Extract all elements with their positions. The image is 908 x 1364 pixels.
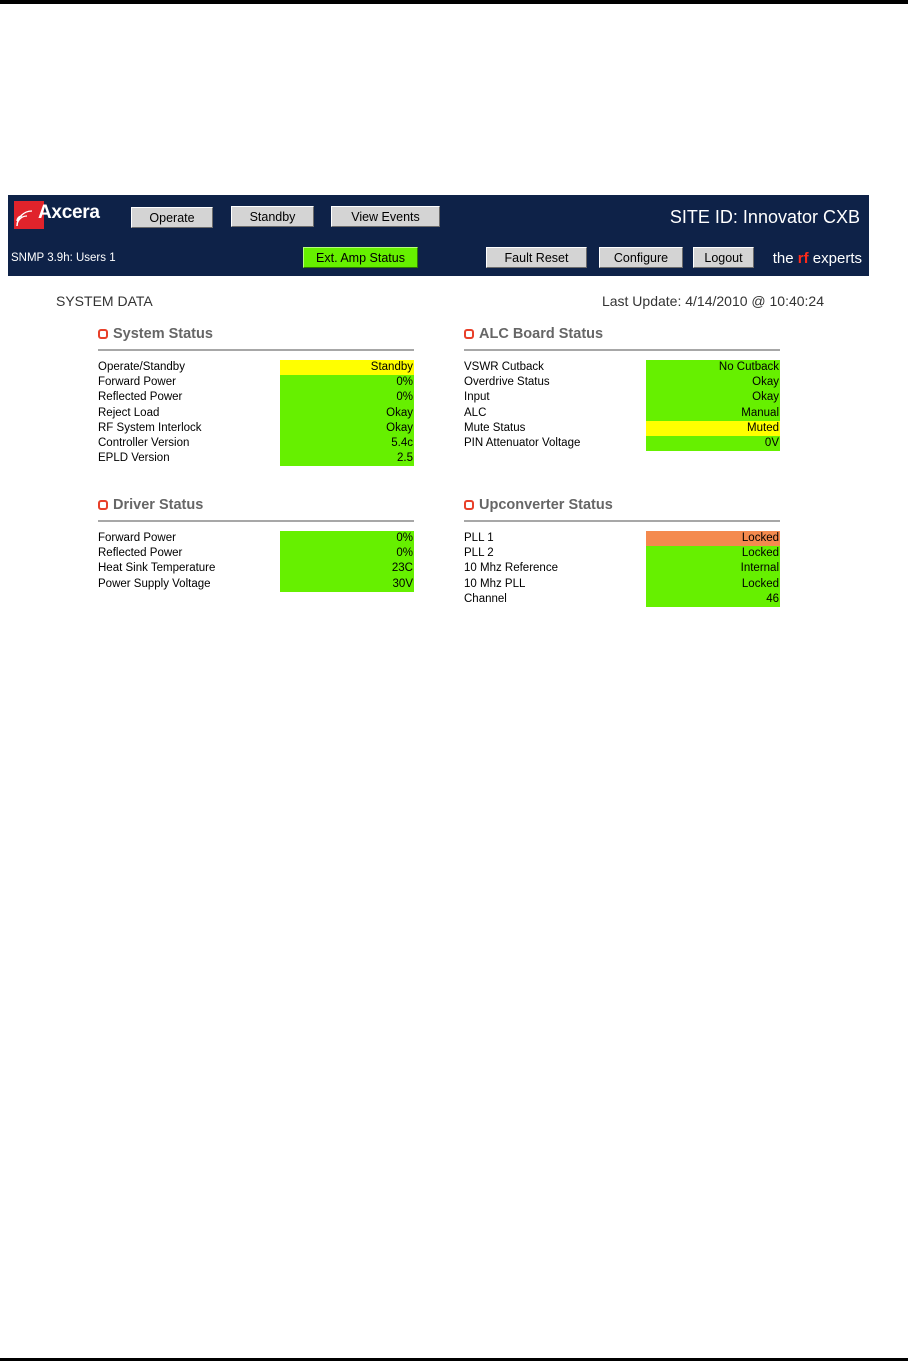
status-label: Forward Power	[98, 532, 176, 544]
logout-button[interactable]: Logout	[693, 247, 754, 268]
status-value: 5.4c	[280, 436, 414, 451]
site-id: SITE ID: Innovator CXB	[669, 207, 860, 227]
status-value: Internal	[646, 561, 780, 576]
status-label: 10 Mhz PLL	[464, 577, 526, 590]
status-value: Standby	[280, 360, 414, 375]
section-title	[98, 323, 414, 345]
status-label: Overdrive Status	[464, 376, 550, 389]
section-title-text: System Status	[113, 326, 213, 342]
section-divider	[464, 520, 780, 522]
status-row	[464, 592, 780, 607]
status-row	[464, 390, 780, 405]
section-bullet-icon	[464, 329, 474, 339]
status-label: VSWR Cutback	[464, 361, 544, 373]
status-row	[464, 546, 780, 561]
status-label: Reflected Power	[98, 391, 183, 404]
status-label: Controller Version	[98, 436, 190, 449]
status-value: 30V	[280, 577, 414, 592]
section-bullet-icon	[98, 329, 108, 339]
section-title	[464, 494, 780, 516]
section-divider	[98, 349, 414, 351]
status-label: 10 Mhz Reference	[464, 562, 558, 575]
status-label: Forward Power	[98, 376, 176, 389]
status-row	[98, 451, 414, 466]
status-row	[98, 360, 414, 375]
status-value: 0%	[280, 531, 414, 546]
status-value: Okay	[646, 390, 780, 405]
configure-button[interactable]: Configure	[599, 247, 683, 268]
status-value: Okay	[280, 421, 414, 436]
tagline-the: the	[772, 250, 794, 267]
status-label: Channel	[464, 592, 507, 605]
status-row	[464, 561, 780, 576]
status-value: 2.5	[280, 451, 414, 466]
section-title	[98, 494, 414, 516]
status-value: 0V	[646, 436, 780, 451]
section-bullet-icon	[98, 500, 108, 510]
status-value: Muted	[646, 421, 780, 436]
section-title	[464, 323, 780, 345]
logo-text: Axcera	[38, 202, 100, 223]
status-value: 46	[646, 592, 780, 607]
system-status-panel	[98, 323, 414, 466]
section-divider	[98, 520, 414, 522]
status-row	[464, 436, 780, 451]
tagline-experts: experts	[812, 250, 862, 267]
snmp-status: SNMP 3.9h: Users 1	[11, 252, 116, 264]
last-update: Last Update: 4/14/2010 @ 10:40:24	[601, 293, 824, 309]
status-row	[464, 531, 780, 546]
status-value: Okay	[646, 375, 780, 390]
status-value: No Cutback	[646, 360, 780, 375]
section-title-text: Upconverter Status	[479, 497, 613, 513]
status-label: PIN Attenuator Voltage	[464, 436, 581, 449]
status-label: Power Supply Voltage	[98, 577, 211, 590]
status-row	[98, 531, 414, 546]
driver-status-panel	[98, 494, 414, 592]
status-value: Locked	[646, 546, 780, 561]
status-label: Input	[464, 391, 490, 404]
status-row	[98, 577, 414, 592]
ext-amp-status-button[interactable]: Ext. Amp Status	[303, 247, 418, 268]
upconverter-status-panel	[464, 494, 780, 607]
status-row	[464, 406, 780, 421]
section-bullet-icon	[464, 500, 474, 510]
status-label: PLL 1	[464, 532, 494, 544]
page-top-rule	[0, 0, 908, 4]
section-title-text: Driver Status	[113, 497, 204, 513]
status-row	[464, 360, 780, 375]
status-label: Operate/Standby	[98, 361, 185, 373]
status-label: Mute Status	[464, 421, 526, 434]
status-row	[98, 406, 414, 421]
status-row	[98, 421, 414, 436]
page-bottom-rule	[0, 1358, 908, 1361]
status-row	[464, 577, 780, 592]
status-value: Locked	[646, 577, 780, 592]
status-row	[98, 561, 414, 576]
fault-reset-button[interactable]: Fault Reset	[486, 247, 587, 268]
tagline	[773, 250, 862, 267]
status-value: 0%	[280, 546, 414, 561]
tagline-rf: rf	[797, 250, 809, 267]
view-events-button[interactable]: View Events	[331, 206, 440, 227]
page-title: SYSTEM DATA	[56, 293, 153, 309]
operate-button[interactable]: Operate	[131, 207, 213, 228]
status-value: Locked	[646, 531, 780, 546]
status-label: PLL 2	[464, 547, 494, 560]
status-row	[98, 390, 414, 405]
standby-button[interactable]: Standby	[231, 206, 314, 227]
alc-board-status-panel	[464, 323, 780, 451]
status-value: 0%	[280, 390, 414, 405]
status-row	[98, 436, 414, 451]
status-value: 23C	[280, 561, 414, 576]
status-row	[98, 375, 414, 390]
status-label: Heat Sink Temperature	[98, 562, 216, 575]
status-value: Okay	[280, 406, 414, 421]
status-row	[464, 421, 780, 436]
status-row	[464, 375, 780, 390]
axcera-logo	[14, 201, 109, 231]
status-label: Reflected Power	[98, 547, 183, 560]
section-divider	[464, 349, 780, 351]
header-bar	[8, 195, 869, 276]
status-value: Manual	[646, 406, 780, 421]
status-row	[98, 546, 414, 561]
status-label: Reject Load	[98, 406, 160, 419]
status-label: RF System Interlock	[98, 421, 202, 434]
section-title-text: ALC Board Status	[479, 326, 604, 342]
status-label: ALC	[464, 406, 487, 419]
status-label: EPLD Version	[98, 452, 170, 465]
status-value: 0%	[280, 375, 414, 390]
